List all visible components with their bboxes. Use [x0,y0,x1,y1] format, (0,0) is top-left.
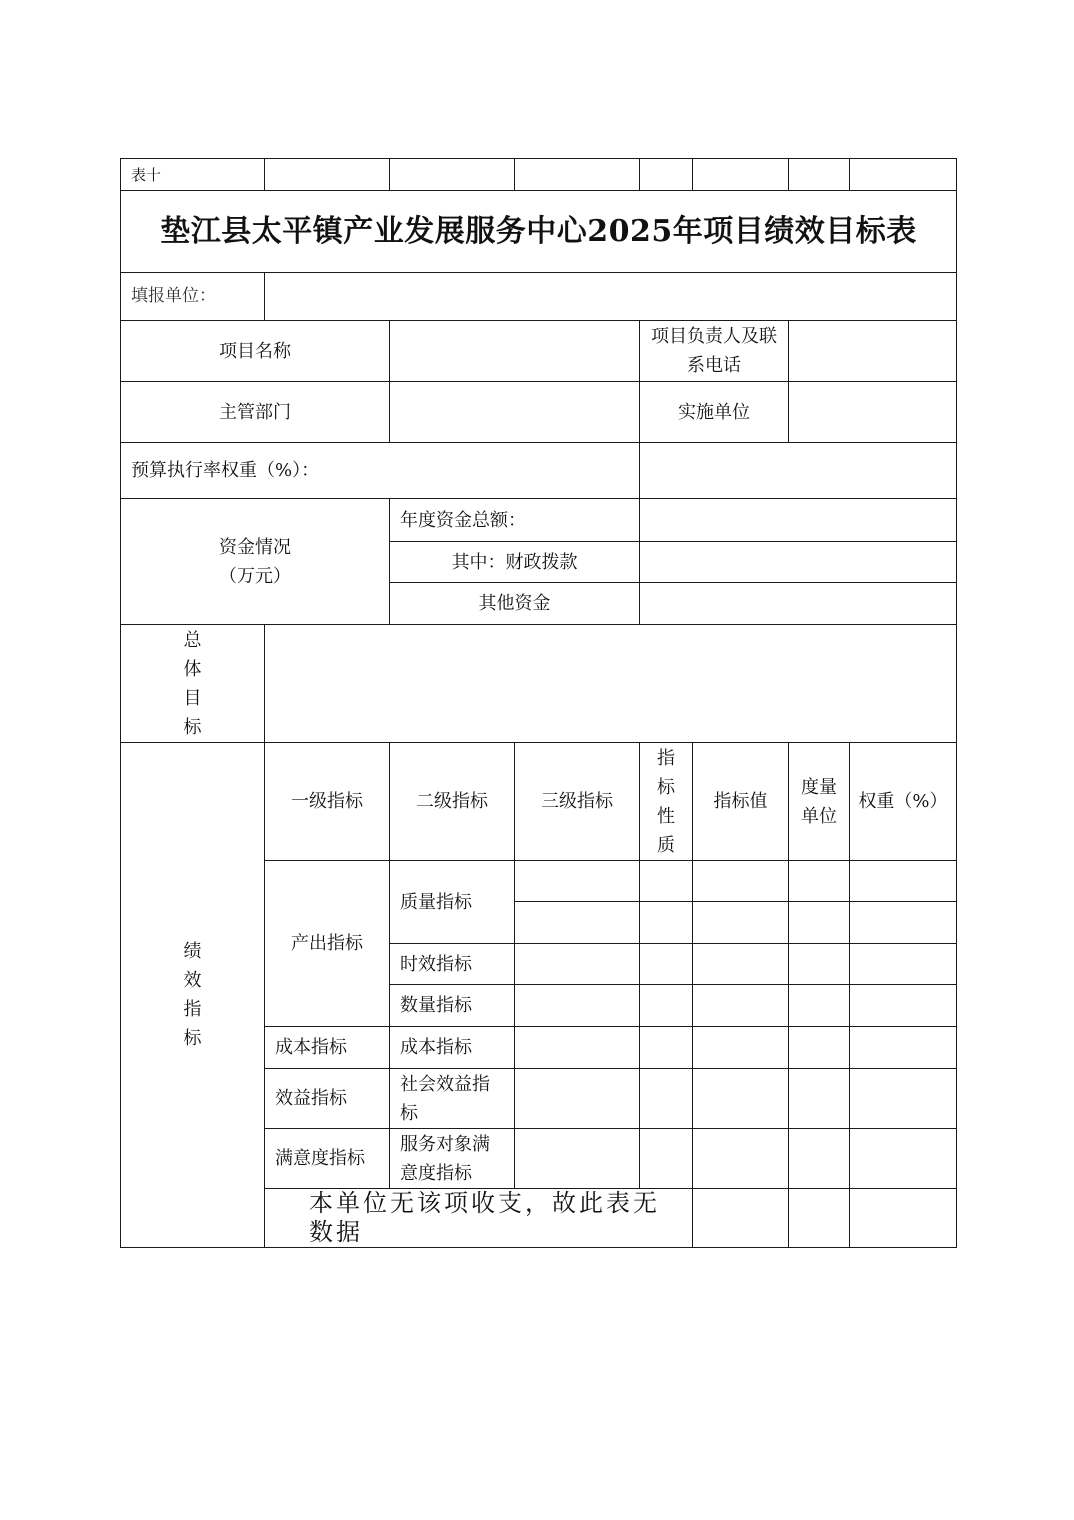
implementer-label: 实施单位 [640,382,789,443]
project-leader-label: 项目负责人及联系电话 [640,321,789,382]
blank-cell [640,944,693,985]
social-benefit-line2: 标 [400,1102,418,1124]
project-name-value [390,321,640,382]
budget-weight-value [640,443,957,499]
blank-cell [640,902,693,944]
fiscal-funds-value [640,542,957,583]
social-benefit-indicator-label [390,1069,515,1129]
blank-cell [789,861,850,902]
indicators-section-label [121,743,265,1248]
blank-cell [640,1129,693,1189]
fill-unit-value [265,273,957,321]
blank-cell [850,1027,957,1069]
header-weight: 权重（%） [850,743,957,861]
blank-cell [693,1069,789,1129]
fill-unit-label: 填报单位： [121,273,265,321]
performance-target-sheet [120,158,956,1250]
blank-cell [789,1129,850,1189]
indicators-section-char: 标 [183,1028,202,1049]
blank-cell [515,902,640,944]
blank-cell [850,861,957,902]
fiscal-funds-label: 其中：财政拨款 [390,542,640,583]
header-value: 指标值 [693,743,789,861]
funds-label-line2: （万元） [219,565,291,587]
service-satisfaction-indicator-label [390,1129,515,1189]
blank-cell [850,1069,957,1129]
overall-goal-char: 目 [183,687,202,709]
blank-cell [515,159,640,191]
blank-cell [789,159,850,191]
overall-goal-char: 体 [183,658,202,680]
blank-cell [850,985,957,1027]
satisfaction-indicator-label: 满意度指标 [265,1129,390,1189]
blank-cell [390,159,515,191]
indicators-section-char: 绩 [183,941,202,962]
blank-cell [693,159,789,191]
header-unit-line1: 度量 [801,776,837,798]
blank-cell [789,902,850,944]
benefit-indicator-label: 效益指标 [265,1069,390,1129]
service-satisfaction-line1: 服务对象满 [400,1133,490,1155]
funds-label [121,499,390,625]
header-level1: 一级指标 [265,743,390,861]
blank-cell [850,1129,957,1189]
other-funds-label: 其他资金 [390,583,640,625]
annual-total-label: 年度资金总额： [390,499,640,542]
header-nature-char: 性 [657,805,675,827]
header-level2: 二级指标 [390,743,515,861]
cost-indicator-l2-label: 成本指标 [390,1027,515,1069]
page-title: 垫江县太平镇产业发展服务中心2025年项目绩效目标表 [121,191,957,273]
header-nature-char: 质 [657,834,675,856]
header-level3: 三级指标 [515,743,640,861]
project-name-label: 项目名称 [121,321,390,382]
blank-cell [640,159,693,191]
blank-cell [850,159,957,191]
cost-indicator-l1-label: 成本指标 [265,1027,390,1069]
blank-cell [515,1129,640,1189]
other-funds-value [640,583,957,625]
blank-cell [515,1069,640,1129]
blank-cell [515,985,640,1027]
blank-cell [850,944,957,985]
blank-cell [850,1189,957,1248]
header-unit [789,743,850,861]
header-nature-char: 指 [657,747,675,769]
indicators-section-char: 效 [183,970,202,991]
blank-cell [789,1069,850,1129]
annual-total-value [640,499,957,542]
header-nature [640,743,693,861]
table-label: 表十 [121,159,265,191]
no-data-note: 本单位无该项收支，故此表无数据 [265,1189,693,1248]
output-indicator-label: 产出指标 [265,861,390,1027]
blank-cell [640,1027,693,1069]
blank-cell [693,1189,789,1248]
blank-cell [640,985,693,1027]
department-value [390,382,640,443]
blank-cell [789,1189,850,1248]
overall-goal-char: 标 [183,716,202,738]
header-nature-char: 标 [657,776,675,798]
implementer-value [789,382,957,443]
quality-indicator-label: 质量指标 [390,861,515,944]
blank-cell [693,985,789,1027]
blank-cell [693,1027,789,1069]
overall-goal-label [121,625,265,743]
header-unit-line2: 单位 [801,805,837,827]
blank-cell [515,944,640,985]
blank-cell [850,902,957,944]
performance-target-table [120,158,957,1248]
blank-cell [640,1069,693,1129]
blank-cell [693,861,789,902]
blank-cell [789,1027,850,1069]
blank-cell [693,944,789,985]
blank-cell [789,944,850,985]
funds-label-line1: 资金情况 [219,536,291,558]
blank-cell [693,902,789,944]
social-benefit-line1: 社会效益指 [400,1073,490,1095]
quantity-indicator-label: 数量指标 [390,985,515,1027]
blank-cell [515,1027,640,1069]
blank-cell [789,985,850,1027]
department-label: 主管部门 [121,382,390,443]
budget-weight-label: 预算执行率权重（%）： [121,443,640,499]
blank-cell [640,861,693,902]
overall-goal-char: 总 [183,629,202,651]
blank-cell [693,1129,789,1189]
blank-cell [265,159,390,191]
overall-goal-value [265,625,957,743]
blank-cell [515,861,640,902]
indicators-section-char: 指 [183,999,202,1020]
service-satisfaction-line2: 意度指标 [400,1162,472,1184]
project-leader-value [789,321,957,382]
timeliness-indicator-label: 时效指标 [390,944,515,985]
